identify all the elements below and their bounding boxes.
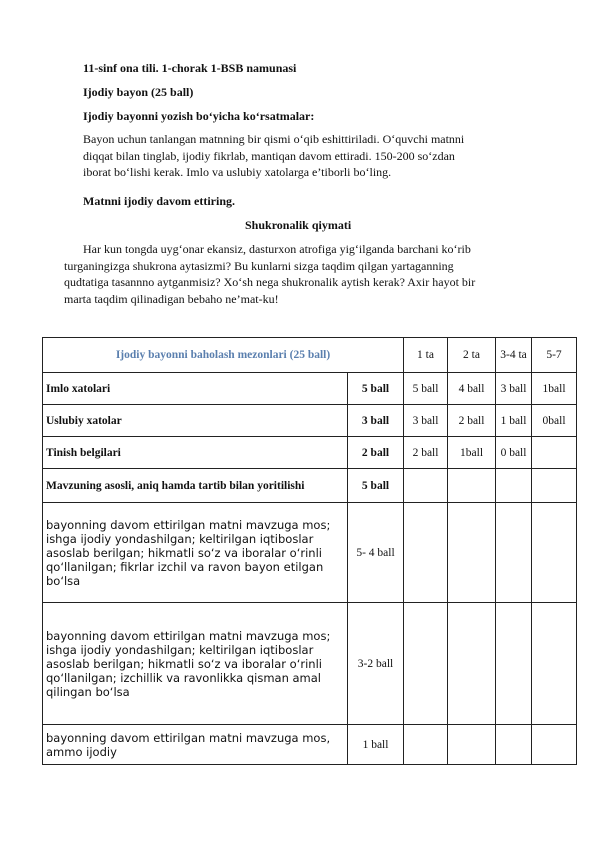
score-cell: 4 ball bbox=[448, 373, 496, 405]
score-cell: 0 ball bbox=[496, 437, 532, 469]
criteria-label: Uslubiy xatolar bbox=[43, 405, 348, 437]
text-line: Har kun tongda uyg‘onar ekansiz, dasturxon atrofiga yig‘ilganda barchani ko‘rib bbox=[83, 242, 471, 256]
score-cell: 0ball bbox=[532, 405, 577, 437]
text-title: Shukronalik qiymati bbox=[245, 218, 352, 232]
score-cell bbox=[532, 437, 577, 469]
max-score: 5 ball bbox=[348, 469, 404, 503]
instructions-line: diqqat bilan tinglab, ijodiy fikrlab, mantiqan davom ettiradi. 150-200 so‘zdan bbox=[83, 148, 455, 163]
max-score: 3-2 ball bbox=[348, 603, 404, 725]
score-cell bbox=[404, 469, 448, 503]
max-score: 5 ball bbox=[348, 373, 404, 405]
score-cell bbox=[496, 725, 532, 765]
score-cell bbox=[448, 603, 496, 725]
instructions-heading: Ijodiy bayonni yozish bo‘yicha ko‘rsatmalar: bbox=[83, 109, 315, 123]
score-cell bbox=[404, 603, 448, 725]
max-score: 1 ball bbox=[348, 725, 404, 765]
task-heading: Ijodiy bayon (25 ball) bbox=[83, 85, 194, 99]
score-cell: 1ball bbox=[448, 437, 496, 469]
assessment-table bbox=[42, 337, 577, 765]
score-cell bbox=[496, 503, 532, 603]
column-header-1: 1 ta bbox=[404, 338, 448, 373]
score-cell: 1ball bbox=[532, 373, 577, 405]
score-cell: 3 ball bbox=[404, 405, 448, 437]
max-score: 2 ball bbox=[348, 437, 404, 469]
criteria-description: bayonning davom ettirilgan matni mavzuga mos; ishga ijodiy yondashilgan; keltirilgan iqtiboslar asoslab berilgan; hikmatli so‘z va iboralar o‘rinli qo‘llanilgan; izchillik va ravonlikka qisman amal qilingan bo‘lsa bbox=[43, 603, 348, 725]
score-cell bbox=[404, 725, 448, 765]
score-cell bbox=[532, 469, 577, 503]
criteria-header: Ijodiy bayonni baholash mezonlari (25 ball) bbox=[43, 338, 404, 373]
text-line: turganingizga shukrona aytasizmi? Bu kunlarni sizga taqdim qilgan yartaganning bbox=[64, 258, 454, 273]
table-row bbox=[43, 503, 577, 603]
score-cell: 2 ball bbox=[448, 405, 496, 437]
table-row bbox=[43, 373, 577, 405]
instructions-paragraph bbox=[83, 131, 464, 181]
score-cell: 2 ball bbox=[404, 437, 448, 469]
criteria-label: Mavzuning asosli, aniq hamda tartib bilan yoritilishi bbox=[43, 469, 348, 503]
document-title: 11-sinf ona tili. 1-chorak 1-BSB namunasi bbox=[83, 61, 297, 75]
table-row bbox=[43, 603, 577, 725]
column-header-4: 5-7 bbox=[532, 338, 577, 373]
score-cell bbox=[448, 469, 496, 503]
max-score: 3 ball bbox=[348, 405, 404, 437]
text-line: marta taqdim qilinadigan bebaho ne’mat-ku! bbox=[64, 291, 279, 306]
criteria-description: bayonning davom ettirilgan matni mavzuga mos; ishga ijodiy yondashilgan; keltirilgan iqtiboslar asoslab berilgan; hikmatli so‘z va iboralar o‘rinli qo‘llanilgan; fikrlar izchil va ravon bayon etilgan bo‘lsa bbox=[43, 503, 348, 603]
column-header-2: 2 ta bbox=[448, 338, 496, 373]
score-cell: 1 ball bbox=[496, 405, 532, 437]
score-cell bbox=[448, 725, 496, 765]
criteria-label: Imlo xatolari bbox=[43, 373, 348, 405]
table-row bbox=[43, 437, 577, 469]
score-cell bbox=[496, 603, 532, 725]
table-header-row bbox=[43, 338, 577, 373]
score-cell bbox=[532, 603, 577, 725]
criteria-label: Tinish belgilari bbox=[43, 437, 348, 469]
criteria-description: bayonning davom ettirilgan matni mavzuga mos, ammo ijodiy bbox=[43, 725, 348, 765]
max-score: 5- 4 ball bbox=[348, 503, 404, 603]
score-cell bbox=[532, 725, 577, 765]
table-row bbox=[43, 469, 577, 503]
score-cell bbox=[532, 503, 577, 603]
score-cell bbox=[496, 469, 532, 503]
score-cell: 5 ball bbox=[404, 373, 448, 405]
score-cell bbox=[448, 503, 496, 603]
text-paragraph bbox=[64, 241, 475, 307]
table-row bbox=[43, 725, 577, 765]
instructions-line: iborat bo‘lishi kerak. Imlo va uslubiy xatolarga e’tiborli bo‘ling. bbox=[83, 165, 392, 179]
task-prompt: Matnni ijodiy davom ettiring. bbox=[83, 194, 235, 208]
score-cell bbox=[404, 503, 448, 603]
table-row bbox=[43, 405, 577, 437]
column-header-3: 3-4 ta bbox=[496, 338, 532, 373]
instructions-line: Bayon uchun tanlangan matnning bir qismi o‘qib eshittiriladi. O‘quvchi matnni bbox=[83, 132, 465, 146]
score-cell: 3 ball bbox=[496, 373, 532, 405]
text-line: qudtatiga tasannno aytganmisiz? Xo‘sh nega shukronalik aytish kerak? Axir hayot bir bbox=[64, 275, 476, 289]
